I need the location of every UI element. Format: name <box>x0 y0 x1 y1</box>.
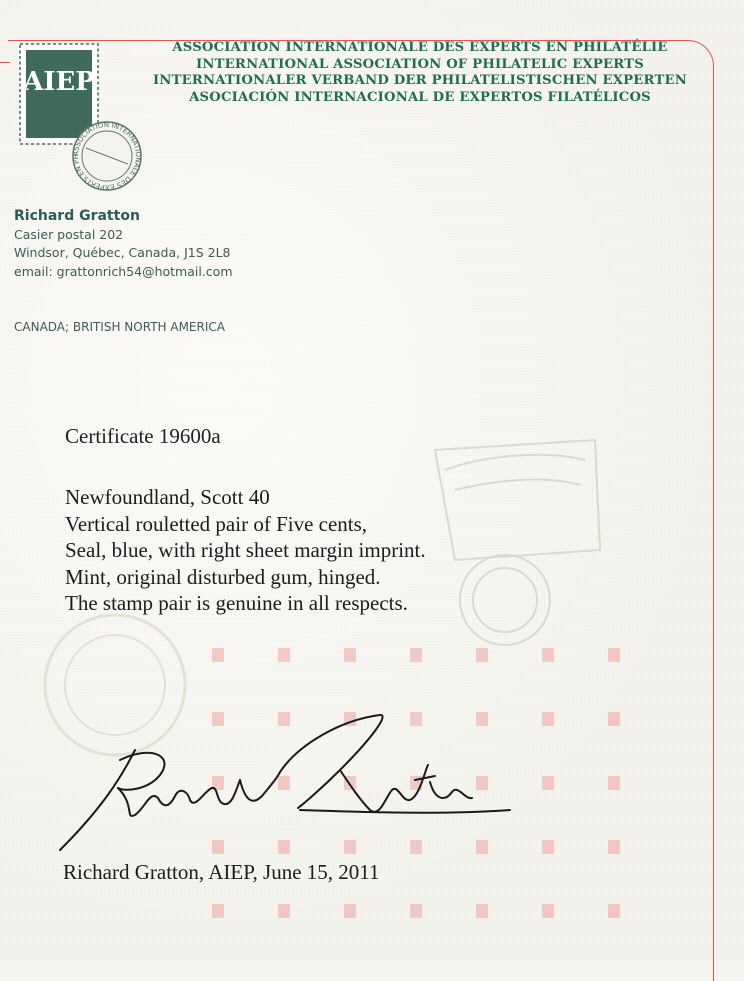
red-border-left-tick <box>0 62 10 93</box>
org-name-es: ASOCIACIÓN INTERNACIONAL DE EXPERTOS FILATÉLICOS <box>189 89 651 105</box>
detail-line: Vertical rouletted pair of Five cents, <box>65 511 368 536</box>
embossed-seal-impression <box>395 430 605 660</box>
handwritten-signature <box>40 710 520 860</box>
org-name-fr: ASSOCIATION INTERNATIONALE DES EXPERTS EN PHILATÉLIE <box>172 40 668 55</box>
region-label: CANADA; BRITISH NORTH AMERICA <box>14 320 225 334</box>
certificate-number: Certificate 19600a <box>65 424 221 448</box>
certificate-details <box>65 484 426 617</box>
sender-name: Richard Gratton <box>14 208 140 224</box>
org-name-en: INTERNATIONAL ASSOCIATION OF PHILATELIC EXPERTS <box>196 56 644 72</box>
sender-address-line: Windsor, Québec, Canada, J1S 2L8 <box>14 245 231 260</box>
sender-block <box>14 207 233 281</box>
detail-line: Mint, original disturbed gum, hinged. <box>65 564 381 589</box>
svg-text:AIEP: AIEP <box>23 67 95 97</box>
sender-address-line: Casier postal 202 <box>14 226 124 242</box>
org-name-de: INTERNATIONALER VERBAND DER PHILATELISTISCHEN EXPERTEN <box>153 73 687 88</box>
signoff-line: Richard Gratton, AIEP, June 15, 2011 <box>63 860 380 884</box>
organization-names <box>100 40 740 106</box>
detail-line: Seal, blue, with right sheet margin imprint. <box>65 538 426 562</box>
sender-email: email: grattonrich54@hotmail.com <box>14 263 233 279</box>
seal-text: ASSOCIATION INTERNATIONALE DES EXPERTS EN PH <box>71 120 143 192</box>
detail-line: Newfoundland, Scott 40 <box>65 485 270 509</box>
detail-line: The stamp pair is genuine in all respects. <box>65 591 408 615</box>
